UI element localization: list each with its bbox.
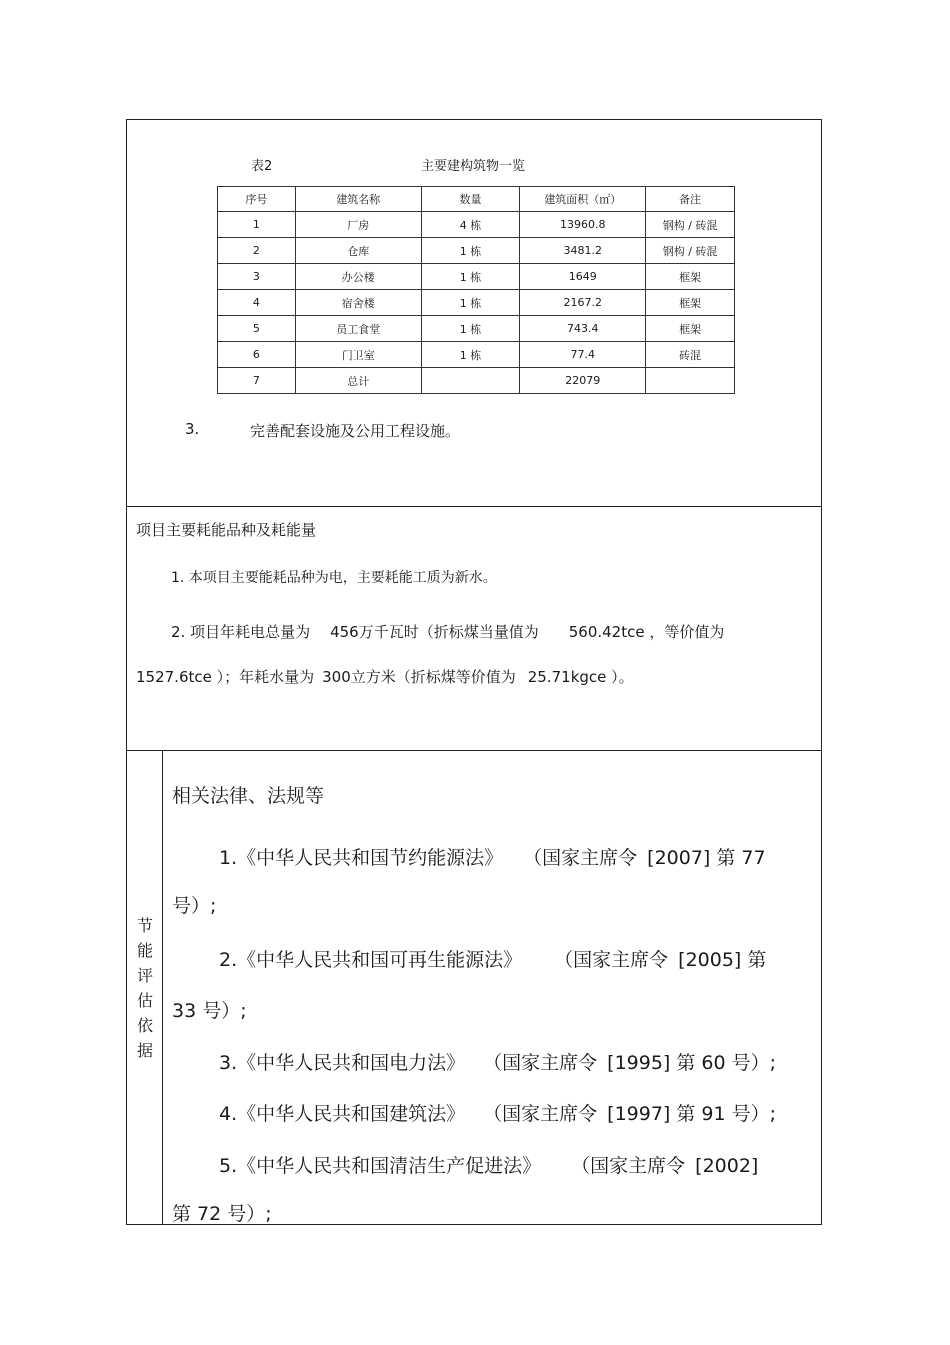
table-cell: 77.4 xyxy=(520,342,646,368)
law-ref: [2002] xyxy=(695,1155,759,1177)
table-cell: 3481.2 xyxy=(520,238,646,264)
table-row xyxy=(218,290,735,316)
table-row-total xyxy=(218,368,735,394)
law-item-1 xyxy=(219,843,766,870)
table-cell: 1 栋 xyxy=(421,238,520,264)
table-cell: 2 xyxy=(218,238,296,264)
table-cell: 总计 xyxy=(295,368,421,394)
energy-line2-part: 2. 项目年耗电总量为 xyxy=(171,623,311,641)
table-cell: 3 xyxy=(218,264,296,290)
header-cell: 备注 xyxy=(646,187,735,212)
law-item-4 xyxy=(219,1099,776,1126)
table-cell: 钢构 / 砖混 xyxy=(646,212,735,238)
section-basis xyxy=(127,751,821,1224)
section-energy xyxy=(127,507,821,751)
side-char: 评 xyxy=(136,966,153,985)
table-cell: 砖混 xyxy=(646,342,735,368)
table-cell: 1 栋 xyxy=(421,290,520,316)
energy-line2-part: 560.42tce ，等价值为 xyxy=(568,623,725,641)
law-name: 1.《中华人民共和国节约能源法》 xyxy=(219,847,504,869)
energy-line3-part: 1527.6tce ）；年耗水量为 xyxy=(136,668,315,686)
basis-title: 相关法律、法规等 xyxy=(172,785,325,807)
side-char: 依 xyxy=(136,1016,153,1035)
law-ref: [2007] 第 77 xyxy=(647,847,766,869)
side-char: 据 xyxy=(136,1041,153,1060)
side-label-cell xyxy=(127,751,163,1224)
table-cell: 仓库 xyxy=(295,238,421,264)
law-name: 3.《中华人民共和国电力法》 xyxy=(219,1052,466,1074)
law-item-1-cont: 号）; xyxy=(172,895,217,917)
law-ref: [1995] 第 60 号）; xyxy=(607,1052,777,1074)
table-cell: 员工食堂 xyxy=(295,316,421,342)
law-item-3 xyxy=(219,1048,776,1075)
table-cell: 22079 xyxy=(520,368,646,394)
item3-number: 3. xyxy=(185,420,200,438)
law-item-5-cont: 第 72 号）; xyxy=(172,1203,272,1225)
energy-line1: 1. 本项目主要能耗品种为电，主要耗能工质为新水。 xyxy=(171,570,497,586)
energy-heading: 项目主要耗能品种及耗能量 xyxy=(136,521,317,539)
side-label xyxy=(135,913,155,1063)
law-item-2-cont: 33 号）; xyxy=(172,1000,247,1022)
table-cell: 框架 xyxy=(646,316,735,342)
table-cell: 4 xyxy=(218,290,296,316)
law-ref: （国家主席令 xyxy=(554,949,669,971)
law-ref: （国家主席令 xyxy=(483,1103,598,1125)
table-cell: 1 xyxy=(218,212,296,238)
table-cell: 1 栋 xyxy=(421,316,520,342)
table-cell: 5 xyxy=(218,316,296,342)
table-row xyxy=(218,238,735,264)
law-ref: （国家主席令 xyxy=(571,1155,686,1177)
form-frame xyxy=(126,119,822,1225)
energy-line2 xyxy=(171,621,724,642)
header-cell: 序号 xyxy=(218,187,296,212)
table-cell: 框架 xyxy=(646,290,735,316)
table-cell: 13960.8 xyxy=(520,212,646,238)
table-cell: 厂房 xyxy=(295,212,421,238)
table-row xyxy=(218,264,735,290)
table-cell: 办公楼 xyxy=(295,264,421,290)
item3-text: 完善配套设施及公用工程设施。 xyxy=(250,422,461,440)
law-name: 2.《中华人民共和国可再生能源法》 xyxy=(219,949,523,971)
table-header-row xyxy=(218,187,735,212)
table-row xyxy=(218,212,735,238)
table-cell: 1 栋 xyxy=(421,342,520,368)
law-name: 5.《中华人民共和国清洁生产促进法》 xyxy=(219,1155,542,1177)
table-row xyxy=(218,316,735,342)
table-cell: 框架 xyxy=(646,264,735,290)
energy-line3 xyxy=(136,666,634,687)
law-ref: [1997] 第 91 号）; xyxy=(607,1103,777,1125)
law-ref: （国家主席令 xyxy=(523,847,638,869)
law-item-2 xyxy=(219,945,766,972)
table-row xyxy=(218,342,735,368)
law-ref: （国家主席令 xyxy=(483,1052,598,1074)
header-cell: 建筑名称 xyxy=(295,187,421,212)
energy-line2-part: 456万千瓦时（折标煤当量值为 xyxy=(330,623,539,641)
side-char: 能 xyxy=(136,941,153,960)
table-cell: 2167.2 xyxy=(520,290,646,316)
table-cell: 743.4 xyxy=(520,316,646,342)
law-name: 4.《中华人民共和国建筑法》 xyxy=(219,1103,466,1125)
buildings-table xyxy=(217,186,735,394)
header-cell: 数量 xyxy=(421,187,520,212)
table-cell: 钢构 / 砖混 xyxy=(646,238,735,264)
table-cell: 门卫室 xyxy=(295,342,421,368)
side-char: 节 xyxy=(136,916,153,935)
section-buildings xyxy=(127,120,821,507)
law-item-5 xyxy=(219,1151,758,1178)
energy-line3-part: 300立方米（折标煤等价值为 xyxy=(322,668,516,686)
side-char: 估 xyxy=(136,991,153,1010)
table-caption-title: 主要建构筑物一览 xyxy=(421,159,526,174)
energy-line3-part: 25.71kgce ）。 xyxy=(527,668,634,686)
table-cell: 1649 xyxy=(520,264,646,290)
table-cell: 宿舍楼 xyxy=(295,290,421,316)
table-cell: 6 xyxy=(218,342,296,368)
law-ref: [2005] 第 xyxy=(678,949,767,971)
table-cell: 7 xyxy=(218,368,296,394)
table-cell: 4 栋 xyxy=(421,212,520,238)
table-cell xyxy=(421,368,520,394)
table-caption-label: 表2 xyxy=(251,159,273,174)
table-cell: 1 栋 xyxy=(421,264,520,290)
table-cell xyxy=(646,368,735,394)
header-cell: 建筑面积（㎡） xyxy=(520,187,646,212)
